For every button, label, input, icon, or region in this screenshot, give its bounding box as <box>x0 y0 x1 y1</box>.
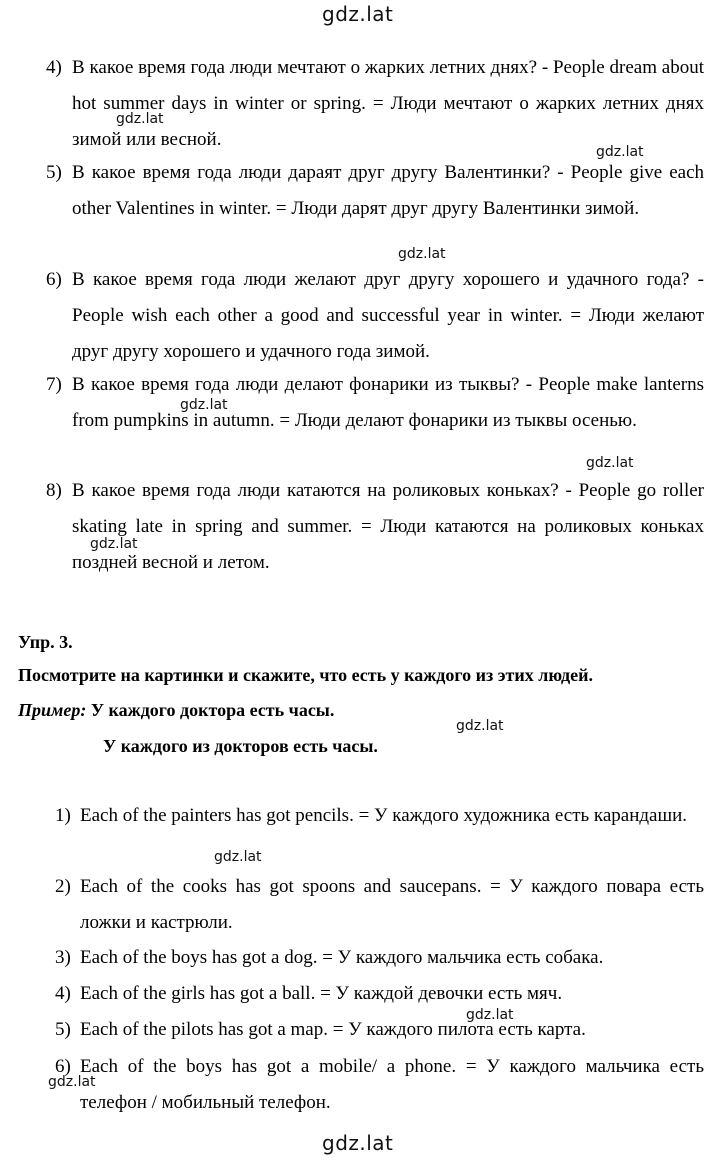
item-number: 3) <box>55 947 71 968</box>
watermark: gdz.lat <box>48 1074 96 1090</box>
item-number: 4) <box>55 983 71 1004</box>
list-item <box>0 1012 704 1048</box>
watermark: gdz.lat <box>180 397 228 413</box>
watermark: gdz.lat <box>466 1007 514 1023</box>
item-number: 7) <box>46 374 62 395</box>
item-text: Each of the pilots has got a map. = У каждого пилота есть карта. <box>80 1019 586 1040</box>
exercise-title: Упр. 3. <box>18 632 73 652</box>
list-item <box>0 798 704 834</box>
item-text: Each of the girls has got a ball. = У каждой девочки есть мяч. <box>80 983 563 1004</box>
watermark-bottom: gdz.lat <box>322 1131 394 1155</box>
list-item <box>0 262 704 370</box>
list-item <box>0 50 704 158</box>
item-number: 6) <box>55 1056 71 1077</box>
watermark: gdz.lat <box>398 246 446 262</box>
watermark-top: gdz.lat <box>322 2 394 26</box>
list-item <box>0 976 704 1012</box>
watermark: gdz.lat <box>596 144 644 160</box>
example-text: У каждого доктора есть часы. <box>86 700 335 720</box>
item-number: 8) <box>46 480 62 501</box>
item-text: Each of the cooks has got spoons and saucepans. = У каждого повара есть ложки и кастрюли. <box>80 876 704 933</box>
example-line-2: У каждого из докторов есть часы. <box>103 736 378 756</box>
item-number: 6) <box>46 269 62 290</box>
item-text: В какое время года люди желают друг другу хорошего и удачного года? - People wish each other a good and successful year in winter. = Люди желают друг другу хорошего и удачного года зимой. <box>72 269 704 362</box>
watermark: gdz.lat <box>90 536 138 552</box>
list-item <box>0 473 704 581</box>
list-item <box>0 155 704 227</box>
list-item <box>0 940 704 976</box>
list-item <box>0 367 704 439</box>
watermark: gdz.lat <box>214 849 262 865</box>
item-text: В какое время года люди мечтают о жарких летних днях? - People dream about hot summer days in winter or spring. = Люди мечтают о жарких летних днях зимой или весной. <box>72 57 704 150</box>
watermark: gdz.lat <box>586 455 634 471</box>
item-number: 5) <box>46 162 62 183</box>
list-item <box>0 1049 704 1121</box>
item-text: В какое время года люди делают фонарики из тыквы? - People make lanterns from pumpkins in autumn. = Люди делают фонарики из тыквы осенью. <box>72 374 704 431</box>
item-text: В какое время года люди катаются на роликовых коньках? - People go roller skating late in spring and summer. = Люди катаются на роликовых коньках поздней весной и летом. <box>72 480 704 573</box>
example-line-1 <box>18 700 334 721</box>
example-label: Пример: <box>18 700 87 720</box>
item-text: В какое время года люди дараят друг другу Валентинки? - People give each other Valentines in winter. = Люди дарят друг другу Валентинки зимой. <box>72 162 704 219</box>
item-number: 2) <box>55 876 71 897</box>
item-number: 4) <box>46 57 62 78</box>
list-item <box>0 869 704 941</box>
watermark: gdz.lat <box>456 718 504 734</box>
exercise-instruction: Посмотрите на картинки и скажите, что есть у каждого из этих людей. <box>18 665 594 685</box>
watermark: gdz.lat <box>116 111 164 127</box>
item-text: Each of the painters has got pencils. = У каждого художника есть карандаши. <box>80 805 688 826</box>
item-number: 1) <box>55 805 71 826</box>
item-text: Each of the boys has got a mobile/ a phone. = У каждого мальчика есть телефон / мобильный телефон. <box>80 1056 704 1113</box>
item-text: Each of the boys has got a dog. = У каждого мальчика есть собака. <box>80 947 604 968</box>
item-number: 5) <box>55 1019 71 1040</box>
